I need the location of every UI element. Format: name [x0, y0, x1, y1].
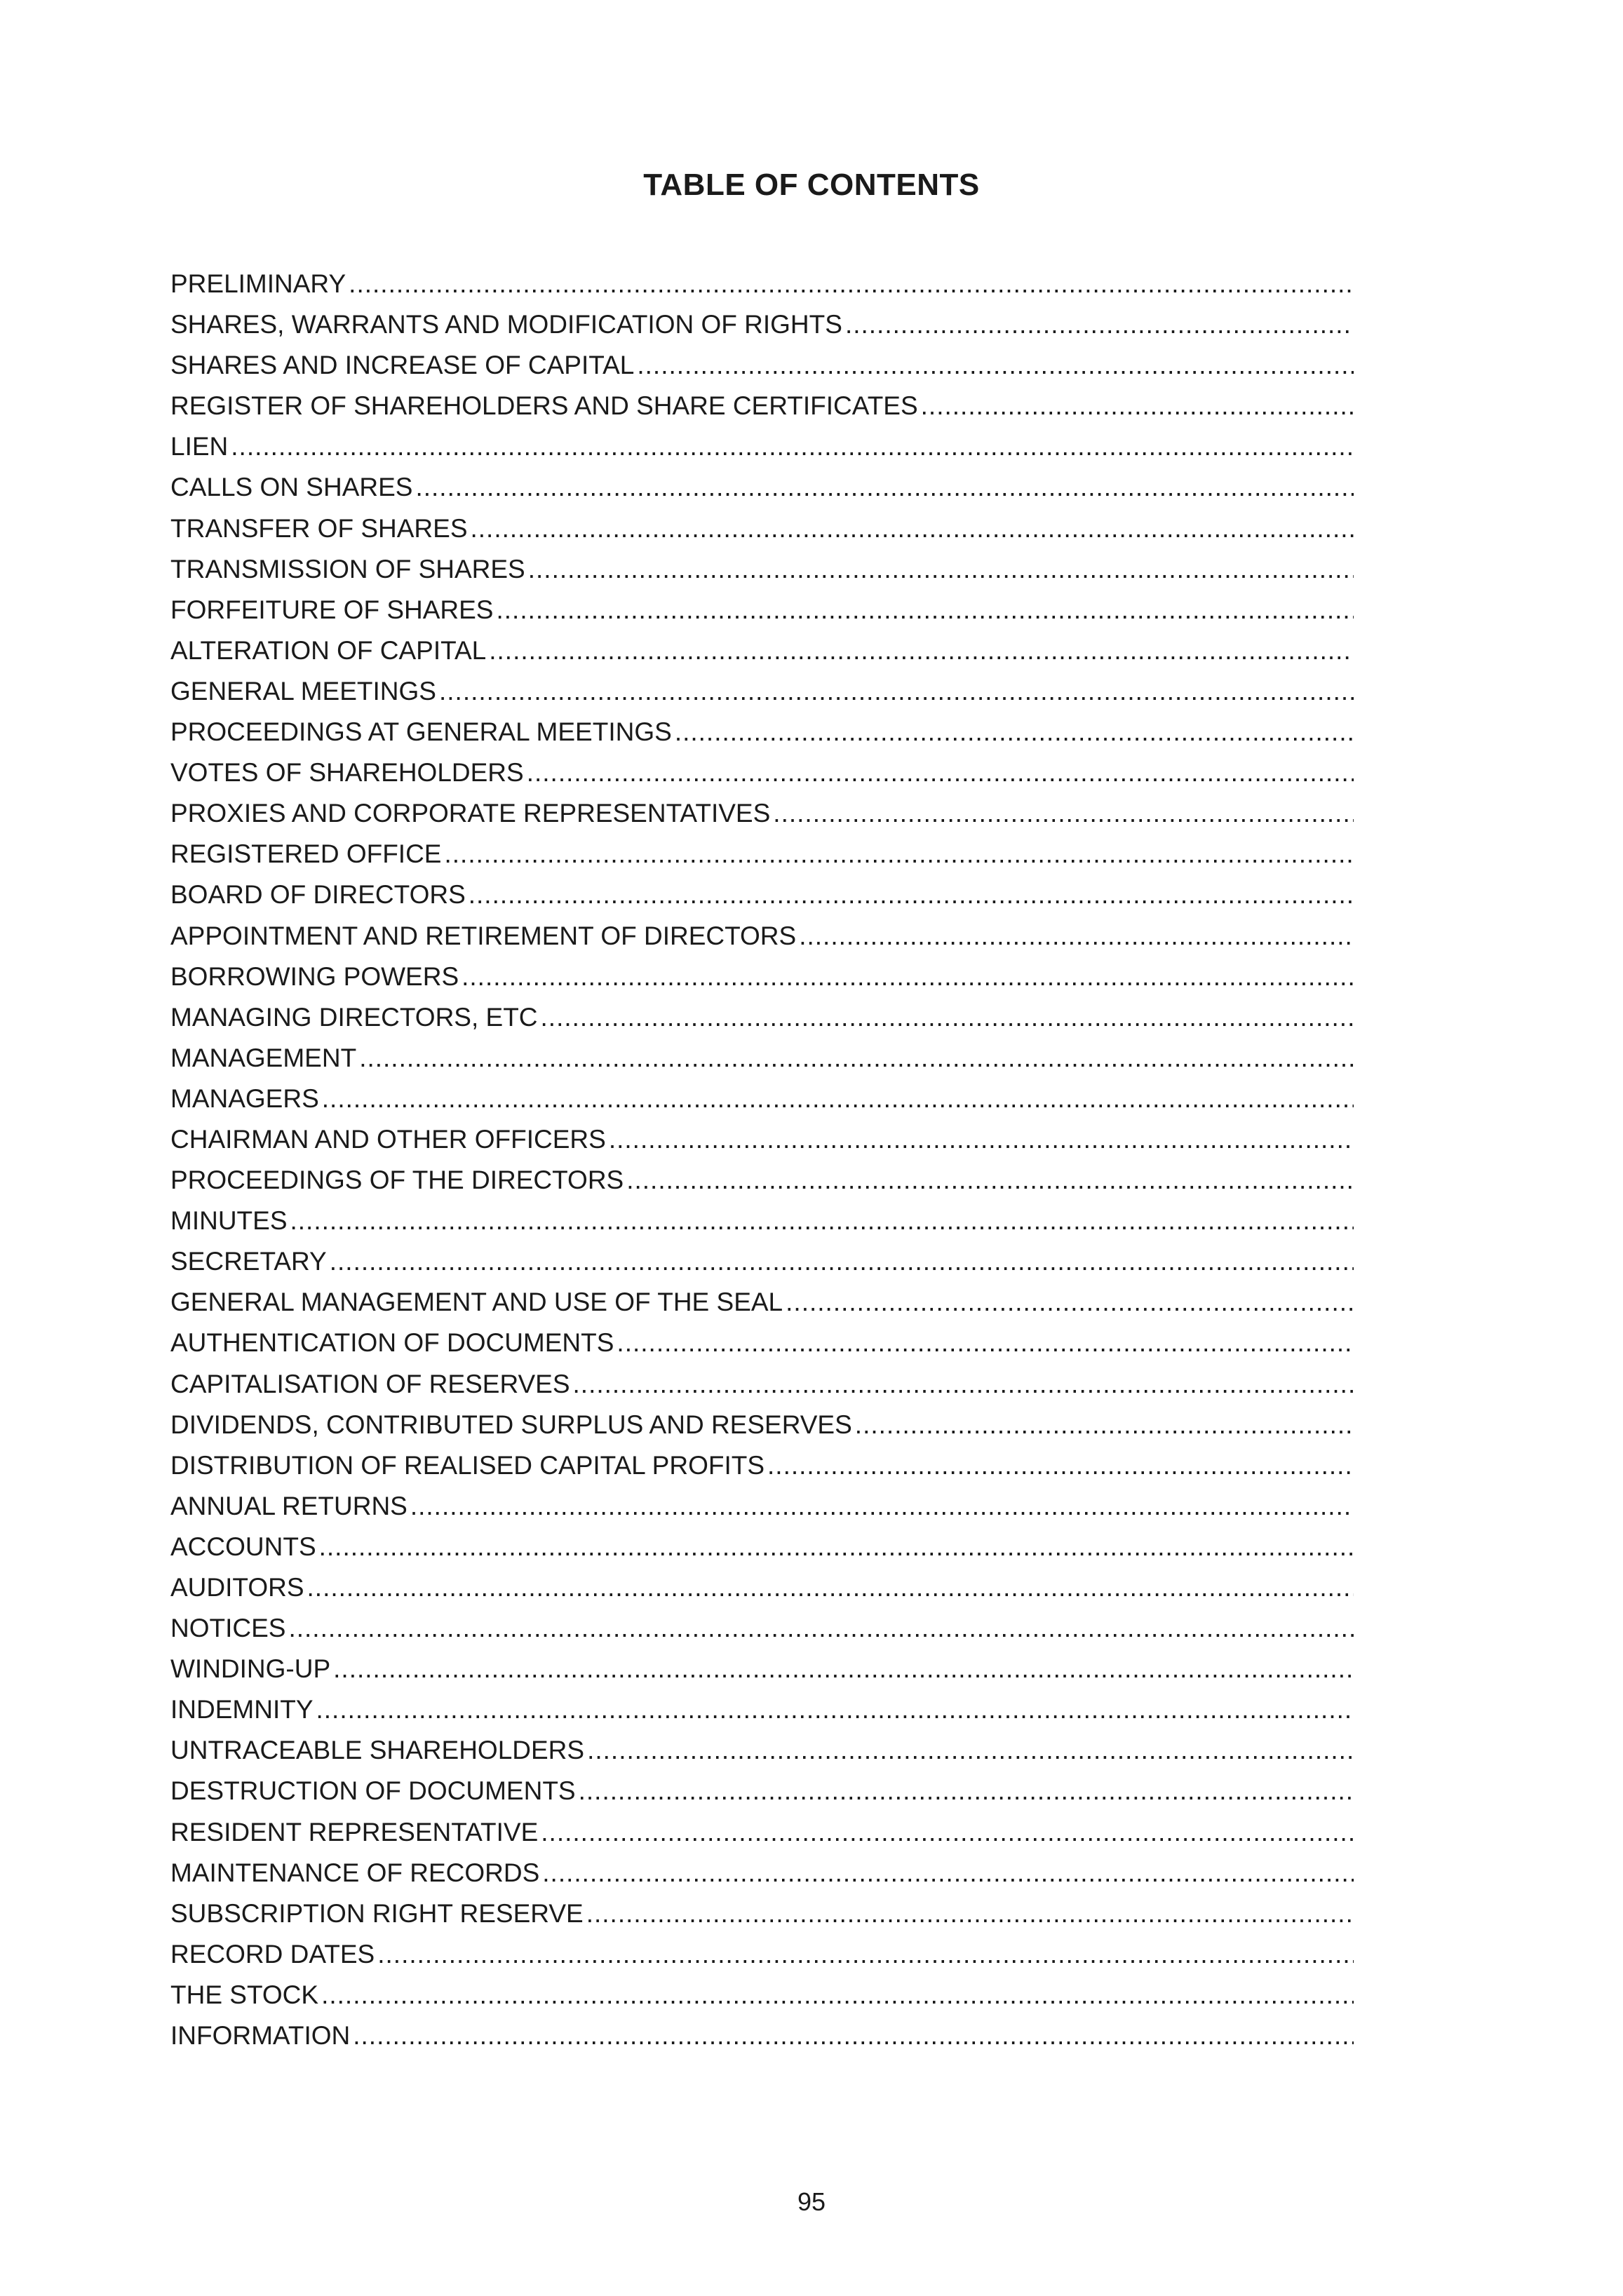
toc-entry-label: PROCEEDINGS OF THE DIRECTORS [170, 1166, 624, 1195]
dot-leader [330, 1241, 1354, 1282]
toc-entry[interactable] [170, 916, 1354, 957]
toc-entry[interactable] [170, 1567, 1354, 1608]
dot-leader [528, 549, 1354, 590]
toc-entry[interactable] [170, 1608, 1354, 1649]
toc-entry[interactable] [170, 1405, 1354, 1445]
toc-entry-label: MINUTES [170, 1206, 288, 1236]
toc-entry-label: GENERAL MANAGEMENT AND USE OF THE SEAL [170, 1288, 783, 1317]
toc-entry-label: SHARES AND INCREASE OF CAPITAL [170, 351, 635, 380]
toc-entry[interactable] [170, 834, 1354, 874]
dot-leader [527, 752, 1354, 793]
page-title: TABLE OF CONTENTS [643, 168, 980, 202]
dot-leader [921, 386, 1354, 426]
toc-entry[interactable] [170, 2015, 1354, 2056]
toc-entry[interactable] [170, 1771, 1354, 1811]
toc-entry-label: ALTERATION OF CAPITAL [170, 635, 487, 665]
toc-entry[interactable] [170, 386, 1354, 426]
dot-leader [845, 304, 1354, 345]
toc-entry[interactable] [170, 1445, 1354, 1486]
dot-leader [541, 997, 1354, 1038]
dot-leader [586, 1893, 1354, 1934]
toc-entry-label: RECORD DATES [170, 1939, 375, 1969]
toc-entry[interactable] [170, 1934, 1354, 1975]
toc-entry[interactable] [170, 630, 1354, 671]
toc-entry[interactable] [170, 1241, 1354, 1282]
toc-entry-label: DIVIDENDS, CONTRIBUTED SURPLUS AND RESERVES [170, 1410, 852, 1439]
dot-leader [319, 1527, 1354, 1567]
dot-leader [496, 590, 1354, 630]
dot-leader [377, 1934, 1354, 1975]
dot-leader [439, 671, 1354, 712]
toc-entry[interactable] [170, 549, 1354, 590]
dot-leader [349, 264, 1354, 304]
dot-leader [855, 1405, 1354, 1445]
dot-leader [231, 426, 1354, 467]
toc-entry-label: MANAGING DIRECTORS, ETC [170, 1002, 538, 1032]
dot-leader [579, 1771, 1354, 1811]
toc-entry[interactable] [170, 508, 1354, 549]
toc-entry-label: SUBSCRIPTION RIGHT RESERVE [170, 1898, 584, 1928]
toc-entry-label: DESTRUCTION OF DOCUMENTS [170, 1776, 576, 1806]
dot-leader [353, 2015, 1354, 2056]
toc-entry-label: AUDITORS [170, 1573, 304, 1602]
toc-entry[interactable] [170, 1364, 1354, 1405]
dot-leader [444, 834, 1354, 874]
page-number: 95 [797, 2187, 826, 2216]
toc-entry[interactable] [170, 426, 1354, 467]
dot-leader [675, 712, 1354, 752]
dot-leader [288, 1608, 1354, 1649]
toc-entry[interactable] [170, 1975, 1354, 2015]
toc-entry[interactable] [170, 793, 1354, 834]
dot-leader [322, 1079, 1354, 1119]
dot-leader [469, 874, 1354, 915]
toc-entry[interactable] [170, 1527, 1354, 1567]
toc-entry[interactable] [170, 874, 1354, 915]
toc-entry-label: MANAGERS [170, 1083, 319, 1113]
dot-leader [542, 1853, 1354, 1893]
toc-entry[interactable] [170, 957, 1354, 997]
toc-entry-label: GENERAL MEETINGS [170, 676, 436, 705]
toc-entry-label: TRANSMISSION OF SHARES [170, 554, 525, 583]
toc-entry-label: NOTICES [170, 1614, 286, 1643]
toc-entry-label: BOARD OF DIRECTORS [170, 880, 466, 910]
toc-entry[interactable] [170, 1689, 1354, 1730]
toc-entry[interactable] [170, 264, 1354, 304]
toc-entry[interactable] [170, 1812, 1354, 1853]
toc-entry-label: PROXIES AND CORPORATE REPRESENTATIVES [170, 799, 771, 828]
toc-entry-label: TRANSFER OF SHARES [170, 513, 468, 543]
dot-leader [773, 793, 1354, 834]
dot-leader [786, 1282, 1354, 1323]
toc-entry-label: FORFEITURE OF SHARES [170, 595, 494, 624]
toc-entry-label: PRELIMINARY [170, 269, 346, 298]
toc-entry[interactable] [170, 1649, 1354, 1689]
dot-leader [617, 1323, 1354, 1363]
toc-entry[interactable] [170, 1119, 1354, 1160]
dot-leader [541, 1812, 1354, 1853]
toc-entry[interactable] [170, 712, 1354, 752]
toc-entry-label: INDEMNITY [170, 1695, 314, 1724]
toc-entry-label: BORROWING POWERS [170, 961, 459, 991]
toc-entry-label: RESIDENT REPRESENTATIVE [170, 1817, 539, 1846]
toc-entry-label: INFORMATION [170, 2021, 351, 2051]
dot-leader [767, 1445, 1354, 1486]
toc-entry-label: CALLS ON SHARES [170, 473, 413, 502]
dot-leader [316, 1689, 1354, 1730]
toc-entry[interactable] [170, 1282, 1354, 1323]
toc-entry[interactable] [170, 1038, 1354, 1079]
toc-entry-label: SECRETARY [170, 1247, 327, 1276]
toc-entry-label: MANAGEMENT [170, 1043, 357, 1072]
toc-entry-label: CHAIRMAN AND OTHER OFFICERS [170, 1124, 606, 1154]
toc-entry-label: AUTHENTICATION OF DOCUMENTS [170, 1328, 614, 1358]
toc-entry-label: CAPITALISATION OF RESERVES [170, 1369, 570, 1398]
dot-leader [626, 1160, 1354, 1201]
toc-entry-label: SHARES, WARRANTS AND MODIFICATION OF RIGHTS [170, 310, 842, 339]
toc-entry[interactable] [170, 590, 1354, 630]
toc-entry[interactable] [170, 1486, 1354, 1527]
toc-entry-label: UNTRACEABLE SHAREHOLDERS [170, 1736, 585, 1765]
toc-entry[interactable] [170, 467, 1354, 508]
toc-entry-label: MAINTENANCE OF RECORDS [170, 1858, 540, 1887]
dot-leader [415, 467, 1354, 508]
dot-leader [290, 1201, 1354, 1241]
toc-entry[interactable] [170, 1323, 1354, 1363]
toc-entry[interactable] [170, 1853, 1354, 1893]
toc-entry-label: WINDING-UP [170, 1654, 331, 1684]
toc-entry[interactable] [170, 1893, 1354, 1934]
toc-entry-label: DISTRIBUTION OF REALISED CAPITAL PROFITS [170, 1450, 765, 1480]
dot-leader [609, 1119, 1354, 1160]
dot-leader [489, 630, 1354, 671]
dot-leader [321, 1975, 1354, 2015]
dot-leader [359, 1038, 1354, 1079]
toc-entry[interactable] [170, 997, 1354, 1038]
toc-entry-label: LIEN [170, 432, 229, 461]
toc-entry[interactable] [170, 1079, 1354, 1119]
toc-entry-label: ACCOUNTS [170, 1532, 316, 1561]
toc-entry[interactable] [170, 752, 1354, 793]
toc-entry[interactable] [170, 1160, 1354, 1201]
toc-entry[interactable] [170, 1730, 1354, 1771]
toc-entry-label: THE STOCK [170, 1980, 319, 2009]
toc-entry-label: APPOINTMENT AND RETIREMENT OF DIRECTORS [170, 921, 797, 950]
toc-entry-label: VOTES OF SHAREHOLDERS [170, 758, 524, 788]
dot-leader [637, 345, 1354, 386]
dot-leader [587, 1730, 1354, 1771]
dot-leader [573, 1364, 1354, 1405]
toc-entry-label: REGISTER OF SHAREHOLDERS AND SHARE CERTIFICATES [170, 391, 918, 421]
dot-leader [462, 957, 1354, 997]
toc-entry[interactable] [170, 671, 1354, 712]
toc-entry[interactable] [170, 304, 1354, 345]
toc-entry-label: REGISTERED OFFICE [170, 839, 442, 869]
toc-entry[interactable] [170, 1201, 1354, 1241]
dot-leader [471, 508, 1354, 549]
table-of-contents [170, 264, 1354, 2056]
toc-entry[interactable] [170, 345, 1354, 386]
toc-entry-label: ANNUAL RETURNS [170, 1491, 408, 1520]
dot-leader [307, 1567, 1354, 1608]
dot-leader [799, 916, 1354, 957]
dot-leader [410, 1486, 1354, 1527]
toc-entry-label: PROCEEDINGS AT GENERAL MEETINGS [170, 717, 672, 747]
dot-leader [333, 1649, 1354, 1689]
